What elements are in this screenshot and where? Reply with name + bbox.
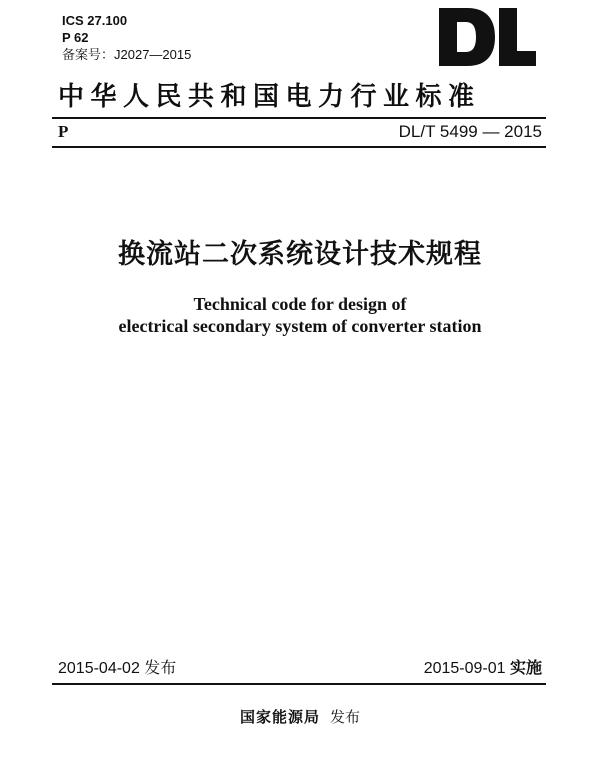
title-chinese: 换流站二次系统设计技术规程 [118, 239, 482, 270]
title-english [0, 293, 600, 337]
publisher-organization: 国家能源局 [239, 708, 320, 726]
classification-block [62, 12, 191, 63]
implementation-date-value: 2015-09-01 [423, 660, 506, 677]
implementation-date [424, 657, 542, 680]
implementation-date-suffix: 实施 [509, 658, 542, 677]
issue-date [58, 657, 176, 680]
category-code: P [58, 122, 69, 141]
standard-type-heading: 中华人民共和国电力行业标准 [58, 82, 481, 112]
issue-date-value: 2015-04-02 [58, 660, 140, 677]
dl-logo [437, 4, 537, 70]
standard-number: DL/T 5499 — 2015 [398, 122, 542, 141]
title-english-line2: electrical secondary system of converter station [118, 316, 482, 336]
filing-number: 备案号：J2027—2015 [62, 47, 192, 62]
header-rule-top [52, 117, 546, 119]
ics-code: ICS 27.100 [62, 13, 128, 28]
issue-date-suffix: 发布 [144, 658, 177, 677]
dates-rule [52, 683, 546, 685]
header-rule-bottom [52, 146, 546, 148]
ccs-code: P 62 [62, 30, 89, 45]
publisher [0, 706, 600, 728]
title-english-line1: Technical code for design of [193, 294, 407, 314]
publisher-suffix: 发布 [330, 708, 361, 726]
